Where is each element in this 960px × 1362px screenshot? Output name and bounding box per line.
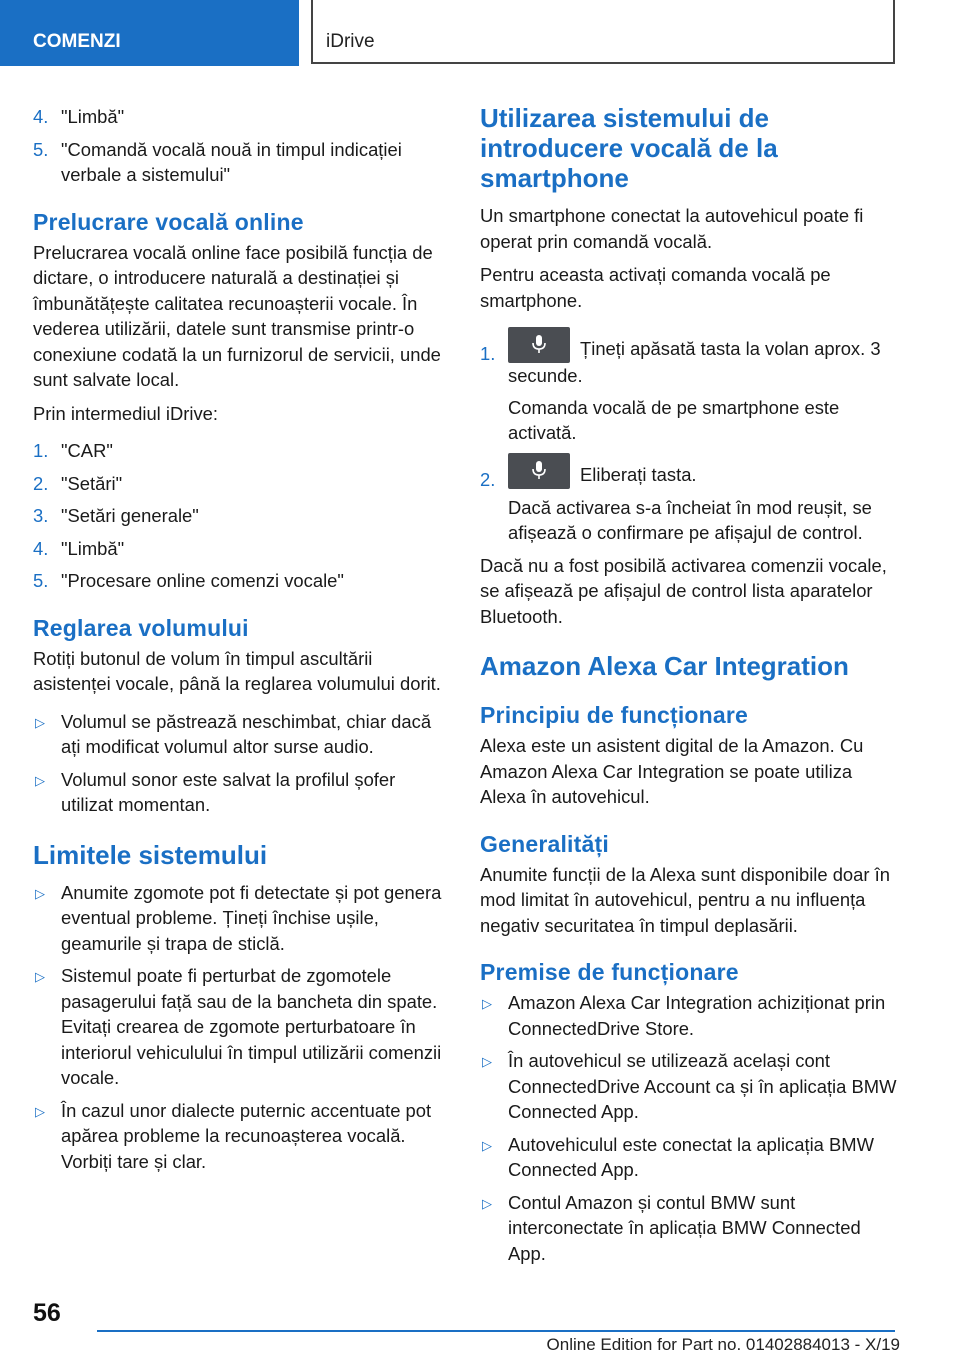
item-text: Autovehiculul este conectat la aplicația BMW Connected App. [508,1133,874,1180]
triangle-bullet-icon: ▷ [482,996,492,1011]
list-item [33,568,448,594]
item-text: "Comandă vocală nouă in timpul indicației verbale a sistemului" [61,138,402,185]
paragraph: Un smartphone conectat la autovehicul poate fi operat prin comandă vocală. [480,205,864,252]
item-text: Volumul se păstrează neschimbat, chiar dacă ați modificat volumul altor surse audio. [61,710,432,757]
item-text: Țineți apăsată tasta la volan aprox. 3 secunde. [508,338,881,386]
item-number: 4. [33,537,49,559]
item-text: În autovehicul se utilizează același cont ConnectedDrive Account ca și în aplicația BMW Connected App. [508,1050,897,1122]
microphone-icon [508,453,570,489]
item-text: "CAR" [61,440,113,461]
paragraph: Anumite funcții de la Alexa sunt disponibile doar în mod limitat în autovehicul, pentru a nu influența negativ securitatea în timpul deplasării. [480,863,890,936]
triangle-bullet-icon: ▷ [482,1137,492,1153]
section-title: Amazon Alexa Car Integration [480,651,849,681]
paragraph: Prelucrarea vocală online face posibilă funcția de dictare, o introducere naturală a destinației și îmbunătățește calitatea recunoașterii vocale. În vederea utilizării, datele sunt transmise printr-o conexiune codată la un furnizorul de servicii, unde sunt salvate local. [33,241,441,390]
paragraph: Prin intermediul iDrive: [33,402,218,424]
triangle-bullet-icon: ▷ [35,969,45,984]
item-text: Eliberați tasta. [580,463,697,485]
bullet-item [33,880,448,957]
section-heading: Premise de funcționare [480,959,739,985]
section-title: Limitele sistemului [33,839,268,870]
edition-footer: Online Edition for Part no. 01402884013 - X/19 [546,1335,900,1354]
triangle-bullet-icon: ▷ [35,885,45,901]
bullet-item [33,767,448,818]
bullet-item [480,1132,900,1183]
triangle-bullet-icon: ▷ [35,772,45,788]
bullet-item [33,1098,448,1175]
item-number: 2. [33,472,49,494]
item-number: 1. [480,343,496,364]
item-text: "Procesare online comenzi vocale" [61,570,344,591]
section-heading: Reglarea volumului [33,614,249,641]
list-item [33,503,448,529]
triangle-bullet-icon: ▷ [482,1195,492,1211]
item-text: Contul Amazon și contul BMW sunt interconectate în aplicația BMW Connected App. [508,1191,861,1264]
section-title: Utilizarea sistemului de introducere vocală de la smartphone [480,103,778,193]
right-column [480,103,900,1273]
paragraph: Alexa este un asistent digital de la Amazon. Cu Amazon Alexa Car Integration se poate utiliza Alexa în autovehicul. [480,735,864,807]
footer-divider [97,1330,895,1332]
item-number: 3. [33,505,49,526]
step-item [480,327,900,446]
paragraph: Rotiți butonul de volum în timpul ascultării asistenței vocale, până la reglarea volumului dorit. [33,647,441,694]
paragraph: Pentru aceasta activați comanda vocală pe smartphone. [480,264,831,311]
item-number: 5. [33,570,49,591]
bullet-item [33,963,448,1091]
page-number: 56 [33,1299,61,1327]
section-heading: Generalități [480,830,609,857]
bullet-item [33,709,448,760]
bullet-item [480,1048,900,1125]
item-text: "Setări generale" [61,505,199,526]
step-note: Dacă activarea s-a încheiat în mod reușit, se afișează o confirmare pe afișajul de control. [508,496,872,543]
item-number: 1. [33,440,49,461]
item-number: 4. [33,106,49,127]
triangle-bullet-icon: ▷ [35,1103,45,1119]
item-number: 5. [33,138,49,160]
triangle-bullet-icon: ▷ [35,714,45,730]
microphone-icon [508,327,570,363]
list-item [33,137,448,188]
list-item [33,104,448,130]
item-text: "Limbă" [61,106,125,127]
item-number: 2. [480,468,496,490]
bullet-item [480,1190,900,1267]
list-item [33,471,448,497]
item-text: Anumite zgomote pot fi detectate și pot genera eventual probleme. Țineți închise ușile, geamurile și trapa de sticlă. [61,881,442,954]
left-column [33,104,448,1181]
item-text: Volumul sonor este salvat la profilul șofer utilizat momentan. [61,768,396,815]
section-heading: Prelucrare vocală online [33,208,304,235]
paragraph: Dacă nu a fost posibilă activarea comenzii vocale, se afișează pe afișajul de control lista aparatelor Bluetooth. [480,554,887,627]
item-text: "Limbă" [61,537,125,559]
item-text: "Setări" [61,472,123,494]
step-item [480,453,900,546]
item-text: În cazul unor dialecte puternic accentuate pot apărea probleme la recunoașterea vocală. Vorbiți tare și clar. [61,1099,432,1172]
section-header: COMENZI [0,0,299,66]
step-note: Comanda vocală de pe smartphone este activată. [508,396,840,443]
bullet-item [480,990,900,1041]
triangle-bullet-icon: ▷ [482,1054,492,1069]
item-text: Sistemul poate fi perturbat de zgomotele pasagerului față sau de la bancheta din spate. Evitați crearea de zgomote perturbatoare în interiorul vehiculului în timpul utilizării comenzii vocale. [61,965,442,1088]
list-item [33,536,448,562]
list-item [33,438,448,464]
section-heading: Principiu de funcționare [480,702,749,728]
chapter-header: iDrive [311,0,895,64]
item-text: Amazon Alexa Car Integration achiziționat prin ConnectedDrive Store. [508,992,886,1039]
